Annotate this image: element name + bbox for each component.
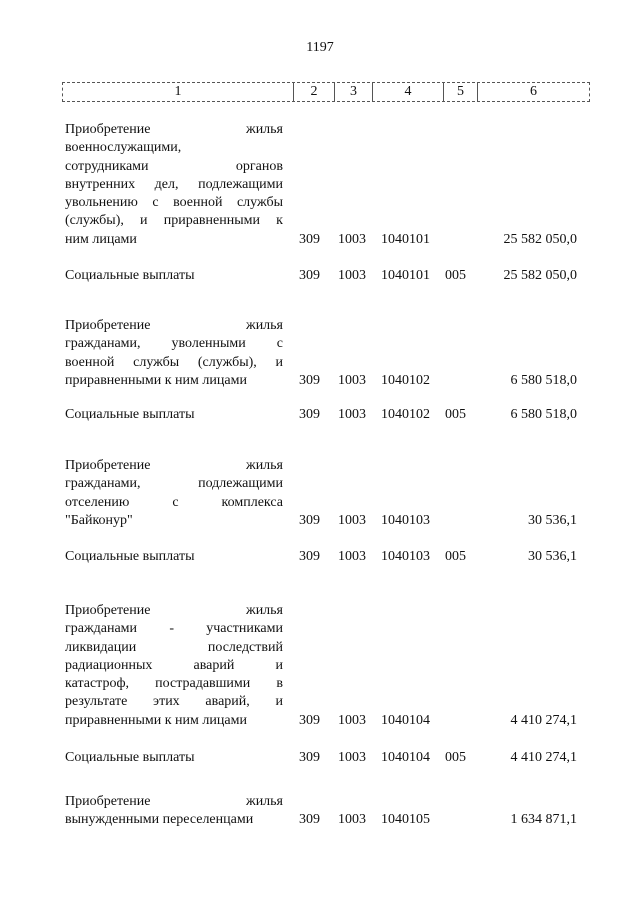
cell-c4: 1040103: [381, 512, 430, 528]
description-line: Приобретение жилья: [65, 458, 283, 473]
cell-c6: 25 582 050,0: [503, 268, 577, 283]
cell-c6: 6 580 518,0: [510, 372, 577, 388]
cell-c6: 30 536,1: [528, 512, 577, 528]
cell-c5: 005: [445, 407, 466, 422]
cell-c6: 6 580 518,0: [510, 407, 577, 422]
cell-c3: 1003: [338, 512, 366, 528]
description-line: катастроф, пострадавшими в: [65, 676, 283, 692]
description-line: ним лицами: [65, 231, 137, 247]
cell-c4: 1040101: [381, 268, 430, 283]
cell-c4: 1040102: [381, 372, 430, 388]
description-line: радиационных аварий и: [65, 657, 283, 673]
cell-c6: 25 582 050,0: [503, 231, 577, 247]
header-col-6: 6: [530, 84, 537, 99]
description-line: ликвидации последствий: [65, 639, 283, 655]
cell-c4: 1040101: [381, 231, 430, 247]
header-col-1: 1: [63, 83, 294, 101]
description-line: гражданами, уволенными с: [65, 336, 283, 352]
description-line: "Байконур": [65, 512, 133, 528]
cell-c3: 1003: [338, 407, 366, 422]
cell-c4: 1040102: [381, 407, 430, 422]
cell-c6: 30 536,1: [528, 549, 577, 564]
cell-c2: 309: [299, 549, 320, 564]
description-line: Социальные выплаты: [65, 268, 195, 283]
description-line: гражданами - участниками: [65, 621, 283, 637]
description-line: Социальные выплаты: [65, 750, 195, 765]
cell-c3: 1003: [338, 372, 366, 388]
cell-c3: 1003: [338, 231, 366, 247]
table-header: [62, 82, 590, 102]
header-col-4: 4: [373, 83, 444, 101]
header-col-5: 5: [444, 83, 478, 101]
cell-c6: 4 410 274,1: [510, 750, 577, 765]
cell-c3: 1003: [338, 268, 366, 283]
description-line: (службы), и приравненными к: [65, 213, 283, 229]
cell-c3: 1003: [338, 750, 366, 765]
header-col-2: 2: [294, 83, 335, 101]
cell-c2: 309: [299, 812, 320, 828]
cell-c4: 1040104: [381, 712, 430, 728]
description-line: внутренних дел, подлежащими: [65, 176, 283, 192]
cell-c2: 309: [299, 372, 320, 388]
cell-c6: 1 634 871,1: [510, 812, 577, 828]
description-line: результате этих аварий, и: [65, 694, 283, 710]
cell-c3: 1003: [338, 712, 366, 728]
cell-c2: 309: [299, 512, 320, 528]
description-line: Приобретение жилья: [65, 794, 283, 809]
description-line: сотрудниками органов: [65, 158, 283, 174]
cell-c2: 309: [299, 231, 320, 247]
description-line: Социальные выплаты: [65, 549, 195, 564]
description-line: вынужденными переселенцами: [65, 812, 254, 828]
cell-c3: 1003: [338, 549, 366, 564]
cell-c2: 309: [299, 750, 320, 765]
description-line: увольнению с военной службы: [65, 195, 283, 211]
cell-c6: 4 410 274,1: [510, 712, 577, 728]
cell-c2: 309: [299, 407, 320, 422]
header-col-3: 3: [335, 83, 373, 101]
description-line: отселению с комплекса: [65, 494, 283, 510]
description-line: гражданами, подлежащими: [65, 476, 283, 492]
description-line: Социальные выплаты: [65, 407, 195, 422]
cell-c4: 1040103: [381, 549, 430, 564]
description-line: приравненными к ним лицами: [65, 712, 247, 728]
description-line: приравненными к ним лицами: [65, 372, 247, 388]
description-line: военнослужащими,: [65, 140, 182, 156]
cell-c4: 1040105: [381, 812, 430, 828]
cell-c2: 309: [299, 268, 320, 283]
cell-c3: 1003: [338, 812, 366, 828]
cell-c5: 005: [445, 750, 466, 765]
cell-c2: 309: [299, 712, 320, 728]
description-line: Приобретение жилья: [65, 603, 283, 618]
page-number: 1197: [306, 40, 334, 55]
description-line: Приобретение жилья: [65, 318, 283, 333]
description-line: Приобретение жилья: [65, 122, 283, 137]
cell-c5: 005: [445, 549, 466, 564]
cell-c4: 1040104: [381, 750, 430, 765]
description-line: военной службы (службы), и: [65, 354, 283, 370]
cell-c5: 005: [445, 268, 466, 283]
